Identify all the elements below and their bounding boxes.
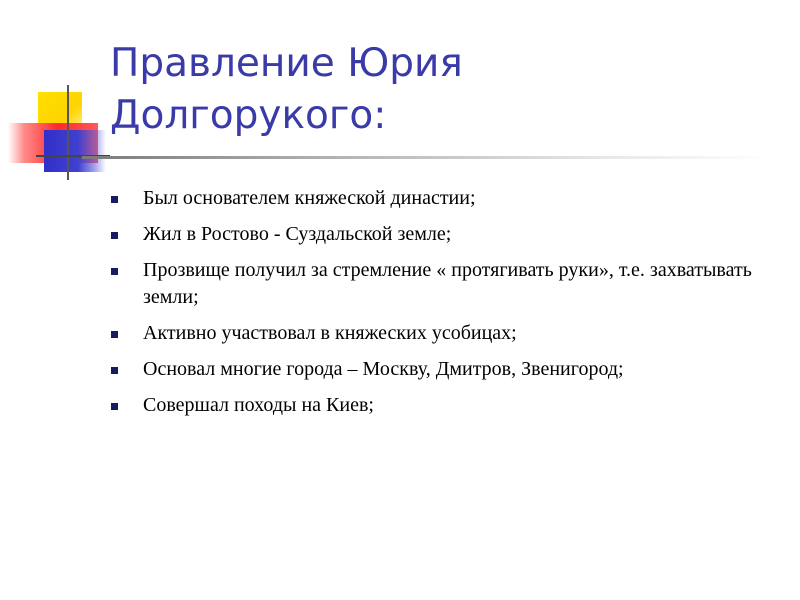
square-bullet-icon	[111, 331, 118, 338]
bullet-text: Совершал походы на Киев;	[143, 394, 374, 416]
decor-blue-square	[44, 130, 106, 172]
square-bullet-icon	[111, 232, 118, 239]
bullet-item	[110, 221, 780, 248]
square-bullet-icon	[111, 403, 118, 410]
bullet-item	[110, 185, 780, 212]
bullet-text: Основал многие города – Москву, Дмитров, Звенигород;	[143, 358, 624, 380]
bullet-text: Жил в Ростово - Суздальской земле;	[143, 223, 452, 245]
title-underline	[82, 156, 772, 159]
bullet-list	[110, 185, 780, 428]
bullet-item	[110, 320, 780, 347]
decor-vertical-line	[67, 85, 69, 180]
bullet-item	[110, 392, 780, 419]
bullet-text: Был основателем княжеской династии;	[143, 187, 476, 209]
bullet-item	[110, 356, 780, 383]
bullet-text: Прозвище получил за стремление « протягивать руки», т.е. захватывать земли;	[143, 259, 752, 308]
square-bullet-icon	[111, 367, 118, 374]
square-bullet-icon	[111, 268, 118, 275]
slide-title: Правление Юрия Долгорукого:	[110, 41, 463, 138]
bullet-item	[110, 257, 780, 311]
bullet-text: Активно участвовал в княжеских усобицах;	[143, 322, 517, 344]
square-bullet-icon	[111, 196, 118, 203]
